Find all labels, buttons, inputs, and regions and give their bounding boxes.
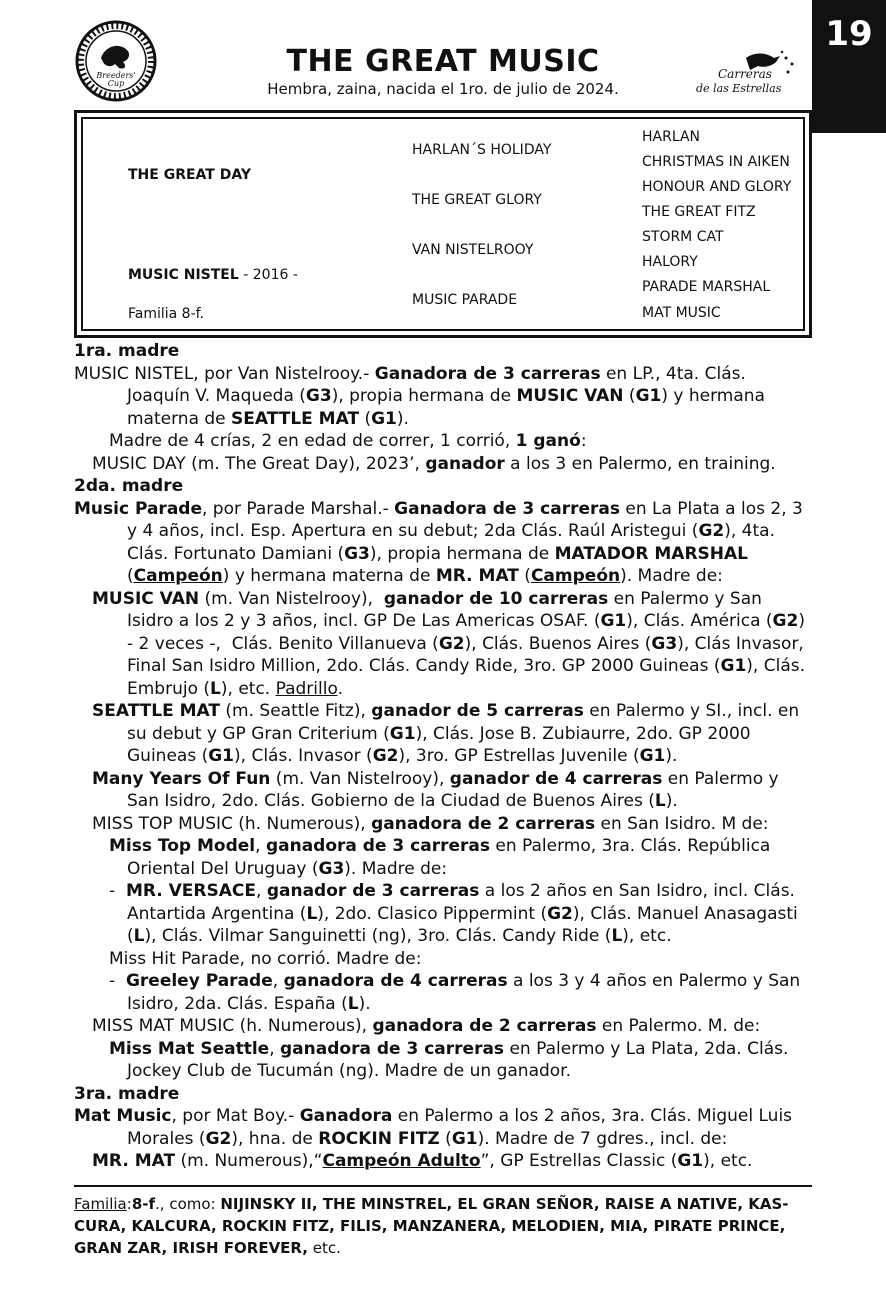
pedigree-table	[74, 110, 812, 338]
paragraph-seattle-mat: SEATTLE MAT (m. Seattle Fitz), ganador de 5 carreras en Palermo y SI., incl. en su debut y GP Gran Criterium (G1), Clás. Jose B. Zubiaurre, 2do. GP 2000 Guineas (G1), Clás. Invasor (G2), 3ro. GP Estrellas Juvenile (G1).	[92, 701, 800, 766]
page-header	[0, 0, 886, 105]
pedigree-dam-name: MUSIC NISTEL	[128, 267, 239, 283]
footer-prefix: ., como:	[155, 1195, 221, 1213]
paragraph-music-day: MUSIC DAY (m. The Great Day), 2023’, ganador a los 3 en Palermo, en training.	[92, 453, 776, 474]
pedigree-dam-year: - 2016 -	[238, 267, 298, 283]
page-title: THE GREAT MUSIC	[286, 44, 600, 79]
page-subtitle: Hembra, zaina, nacida el 1ro. de julio de 2024.	[267, 80, 619, 98]
family-footer: Familia:8-f., como: NIJINSKY II, THE MINSTREL, EL GRAN SEÑOR, RAISE A NATIVE, KAS-CURA, KALCURA, ROCKIN FITZ, FILIS, MANZANERA, MELODIEN, MIA, PIRATE PRINCE, GRAN ZAR, IRISH FOREVER, etc.	[74, 1195, 789, 1257]
footer-divider	[74, 1185, 812, 1187]
pedigree-gen2-1: HARLAN´S HOLIDAY	[412, 142, 552, 158]
page-number: 19	[825, 13, 873, 54]
pedigree-gen3-7: PARADE MARSHAL	[642, 279, 771, 295]
pedigree-family: Familia 8-f.	[128, 306, 205, 322]
paragraph-miss-mat-seattle: Miss Mat Seattle, ganadora de 3 carreras en Palermo y La Plata, 2da. Clás. Jockey Club de Tucumán (ng). Madre de un ganador.	[109, 1038, 789, 1081]
section-heading-second-dam: 2da. madre	[74, 476, 184, 496]
pedigree-gen2-4: MUSIC PARADE	[412, 292, 518, 308]
pedigree-gen2-2: THE GREAT GLORY	[412, 192, 542, 208]
paragraph-miss-mat-music: MISS MAT MUSIC (h. Numerous), ganadora de 2 carreras en Palermo. M. de:	[92, 1016, 761, 1036]
paragraph-first-dam: MUSIC NISTEL, por Van Nistelrooy.- Ganadora de 3 carreras en LP., 4ta. Clás. Joaquín V. Maqueda (G3), propia hermana de MUSIC VAN (G1) y hermana materna de SEATTLE MAT (G1).	[74, 363, 765, 429]
paragraph-first-dam-produce: Madre de 4 crías, 2 en edad de correr, 1 corrió, 1 ganó:	[109, 431, 587, 451]
paragraph-third-dam: Mat Music, por Mat Boy.- Ganadora en Palermo a los 2 años, 3ra. Clás. Miguel Luis Morales (G2), hna. de ROCKIN FITZ (G1). Madre de 7 gdres., incl. de:	[74, 1106, 793, 1149]
paragraph-greeley-parade: - Greeley Parade, ganadora de 4 carreras a los 3 y 4 años en Palermo y San Isidro, 2da. Clás. España (L).	[109, 971, 801, 1014]
carreras-estrellas-logo	[688, 48, 808, 100]
pedigree-gen3-3: HONOUR AND GLORY	[642, 179, 792, 195]
paragraph-mr-versace: - MR. VERSACE, ganador de 3 carreras a los 2 años en San Isidro, incl. Clás. Antartida Argentina (L), 2do. Clasico Pippermint (G2), Clás. Manuel Anasagasti (L), Clás. Vilmar Sanguinetti (ng), 3ro. Clás. Candy Ride (L), etc.	[109, 881, 798, 946]
paragraph-many-years-of-fun: Many Years Of Fun (m. Van Nistelrooy), ganador de 4 carreras en Palermo y San Isidro, 2do. Clás. Gobierno de la Ciudad de Buenos Aires (L).	[92, 768, 779, 811]
pedigree-gen3-8: MAT MUSIC	[642, 305, 721, 321]
page-number-tab	[812, 0, 886, 133]
paragraph-miss-top-model: Miss Top Model, ganadora de 3 carreras en Palermo, 3ra. Clás. República Oriental Del Uruguay (G3). Madre de:	[109, 836, 771, 879]
pedigree-sire: THE GREAT DAY	[128, 167, 251, 183]
footer-family-names: NIJINSKY II, THE MINSTREL, EL GRAN SEÑOR, RAISE A NATIVE, KAS-CURA, KALCURA, ROCKIN FITZ, FILIS, MANZANERA, MELODIEN, MIA, PIRATE PRINCE, GRAN ZAR, IRISH FOREVER,	[74, 1195, 789, 1257]
paragraph-second-dam: Music Parade, por Parade Marshal.- Ganadora de 3 carreras en La Plata a los 2, 3 y 4 años, incl. Esp. Apertura en su debut; 2da Clás. Raúl Aristegui (G2), 4ta. Clás. Fortunato Damiani (G3), propia hermana de MATADOR MARSHAL (Campeón) y hermana materna de MR. MAT (Campeón). Madre de:	[74, 498, 803, 586]
paragraph-miss-top-music: MISS TOP MUSIC (h. Numerous), ganadora de 2 carreras en San Isidro. M de:	[92, 813, 769, 834]
pedigree-gen3-2: CHRISTMAS IN AIKEN	[642, 154, 790, 170]
footer-suffix: etc.	[307, 1239, 341, 1257]
svg-text:Breeders': Breeders'	[96, 71, 136, 80]
svg-text:Carreras: Carreras	[718, 67, 772, 81]
section-heading-third-dam: 3ra. madre	[74, 1083, 180, 1104]
paragraph-miss-hit-parade: Miss Hit Parade, no corrió. Madre de:	[109, 948, 422, 969]
footer-label: Familia	[74, 1195, 127, 1213]
paragraph-music-van: MUSIC VAN (m. Van Nistelrooy), ganador de 10 carreras en Palermo y San Isidro a los 2 y 3 años, incl. GP De Las Americas OSAF. (G1), Clás. América (G2) - 2 veces -, Clás. Benito Villanueva (G2), Clás. Buenos Aires (G3), Clás Invasor, Final San Isidro Million, 2do. Clás. Candy Ride, 3ro. GP 2000 Guineas (G1), Clás. Embrujo (L), etc. Padrillo.	[92, 588, 805, 699]
pedigree-dam	[128, 267, 298, 283]
pedigree-gen3-4: THE GREAT FITZ	[642, 204, 756, 220]
pedigree-notes	[74, 340, 812, 1173]
footer-family-value: 8-f	[131, 1195, 156, 1213]
pedigree-gen3-6: HALORY	[642, 254, 698, 270]
pedigree-gen3-5: STORM CAT	[642, 229, 724, 245]
svg-text:Cup: Cup	[107, 79, 125, 88]
svg-text:de las Estrellas: de las Estrellas	[696, 82, 782, 95]
pedigree-gen2-3: VAN NISTELROOY	[412, 242, 534, 258]
paragraph-mr-mat: MR. MAT (m. Numerous),“Campeón Adulto”, GP Estrellas Classic (G1), etc.	[92, 1151, 753, 1171]
section-heading-first-dam: 1ra. madre	[74, 341, 180, 361]
pedigree-gen3-1: HARLAN	[642, 129, 701, 145]
